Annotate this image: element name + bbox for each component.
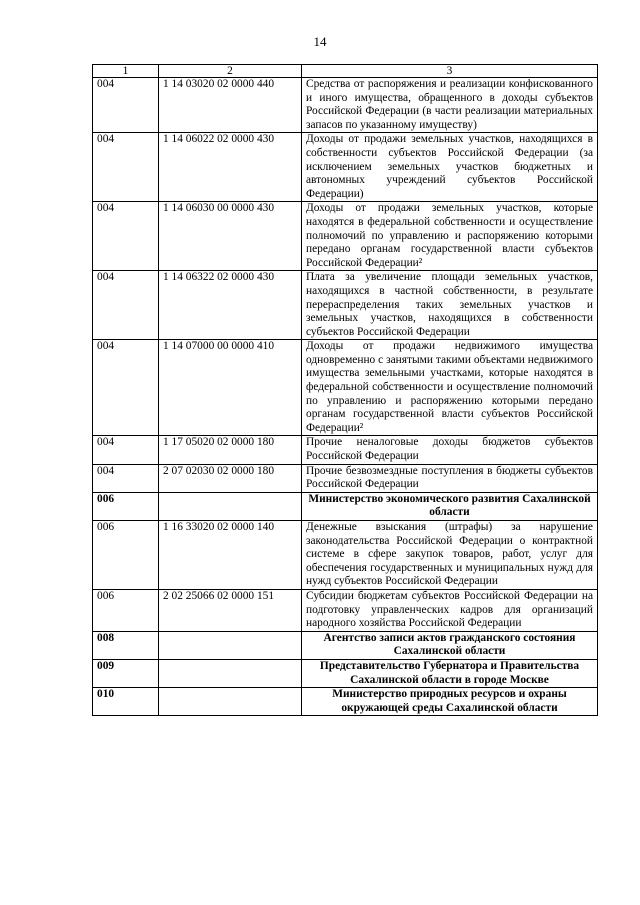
table-row-organization xyxy=(93,688,598,716)
revenue-code-cell: 1 14 06022 02 0000 430 xyxy=(159,133,302,202)
administrator-code-cell: 004 xyxy=(93,133,159,202)
revenue-code-cell xyxy=(159,688,302,716)
revenue-name-cell: Министерство природных ресурсов и охраны окружающей среды Сахалинской области xyxy=(302,688,598,716)
table-row xyxy=(93,340,598,436)
table-row xyxy=(93,464,598,492)
revenue-code-cell: 1 17 05020 02 0000 180 xyxy=(159,436,302,464)
administrator-code-cell: 008 xyxy=(93,631,159,659)
revenue-code-cell xyxy=(159,631,302,659)
revenue-name-cell: Прочие неналоговые доходы бюджетов субъектов Российской Федерации xyxy=(302,436,598,464)
revenue-name-cell: Доходы от продажи земельных участков, находящихся в собственности субъектов Российской Федерации (за исключением земельных участков бюджетных и автономных учреждений субъектов Российской Федерации) xyxy=(302,133,598,202)
administrator-code-cell: 006 xyxy=(93,492,159,520)
column-header-2: 2 xyxy=(159,65,302,78)
table-row xyxy=(93,521,598,590)
table-row xyxy=(93,271,598,340)
table-row xyxy=(93,78,598,133)
table-row-organization xyxy=(93,659,598,687)
revenue-name-cell: Представительство Губернатора и Правительства Сахалинской области в городе Москве xyxy=(302,659,598,687)
revenue-name-cell: Агентство записи актов гражданского состояния Сахалинской области xyxy=(302,631,598,659)
revenue-code-cell: 1 14 07000 00 0000 410 xyxy=(159,340,302,436)
revenue-name-cell: Денежные взыскания (штрафы) за нарушение законодательства Российской Федерации о контрактной системе в сфере закупок товаров, работ, услуг для обеспечения государственных и муниципальных нужд для нужд субъектов Российской Федерации xyxy=(302,521,598,590)
administrator-code-cell: 004 xyxy=(93,340,159,436)
revenue-name-cell: Доходы от продажи недвижимого имущества одновременно с занятыми такими объектами недвижимого имущества земельными участками, которые находятся в федеральной собственности и осуществление полномочий по управлению и распоряжению которыми передано органам государственной власти субъектов Российской Федерации² xyxy=(302,340,598,436)
administrator-code-cell: 004 xyxy=(93,271,159,340)
table-row xyxy=(93,202,598,271)
revenue-code-cell xyxy=(159,492,302,520)
revenue-name-cell: Субсидии бюджетам субъектов Российской Федерации на подготовку управленческих кадров для организаций народного хозяйства Российской Федерации xyxy=(302,589,598,631)
table-row xyxy=(93,133,598,202)
revenue-code-cell: 1 16 33020 02 0000 140 xyxy=(159,521,302,590)
administrator-code-cell: 004 xyxy=(93,202,159,271)
administrator-code-cell: 004 xyxy=(93,464,159,492)
revenue-administrators-table xyxy=(92,64,598,716)
administrator-code-cell: 009 xyxy=(93,659,159,687)
revenue-name-cell: Плата за увеличение площади земельных участков, находящихся в частной собственности, в результате перераспределения таких земельных участков и земельных участков, находящихся в собственности субъектов Российской Федерации xyxy=(302,271,598,340)
page-number: 14 xyxy=(313,34,327,49)
revenue-name-cell: Средства от распоряжения и реализации конфискованного и иного имущества, обращенного в доходы субъектов Российской Федерации (в части реализации материальных запасов по указанному имуществу) xyxy=(302,78,598,133)
column-header-1: 1 xyxy=(93,65,159,78)
administrator-code-cell: 006 xyxy=(93,521,159,590)
revenue-code-cell: 1 14 06030 00 0000 430 xyxy=(159,202,302,271)
revenue-code-cell xyxy=(159,659,302,687)
table-header-row xyxy=(93,65,598,78)
table-row xyxy=(93,589,598,631)
revenue-code-cell: 1 14 03020 02 0000 440 xyxy=(159,78,302,133)
administrator-code-cell: 010 xyxy=(93,688,159,716)
revenue-code-cell: 2 07 02030 02 0000 180 xyxy=(159,464,302,492)
revenue-name-cell: Доходы от продажи земельных участков, которые находятся в федеральной собственности и осуществление полномочий по управлению и распоряжению которыми передано органам государственной власти субъектов Российской Федерации² xyxy=(302,202,598,271)
revenue-code-cell: 2 02 25066 02 0000 151 xyxy=(159,589,302,631)
column-header-3: 3 xyxy=(302,65,598,78)
administrator-code-cell: 004 xyxy=(93,78,159,133)
table-body xyxy=(93,78,598,716)
administrator-code-cell: 004 xyxy=(93,436,159,464)
administrator-code-cell: 006 xyxy=(93,589,159,631)
table-row-organization xyxy=(93,631,598,659)
table-row-organization xyxy=(93,492,598,520)
revenue-name-cell: Прочие безвозмездные поступления в бюджеты субъектов Российской Федерации xyxy=(302,464,598,492)
table-row xyxy=(93,436,598,464)
revenue-code-cell: 1 14 06322 02 0000 430 xyxy=(159,271,302,340)
revenue-name-cell: Министерство экономического развития Сахалинской области xyxy=(302,492,598,520)
